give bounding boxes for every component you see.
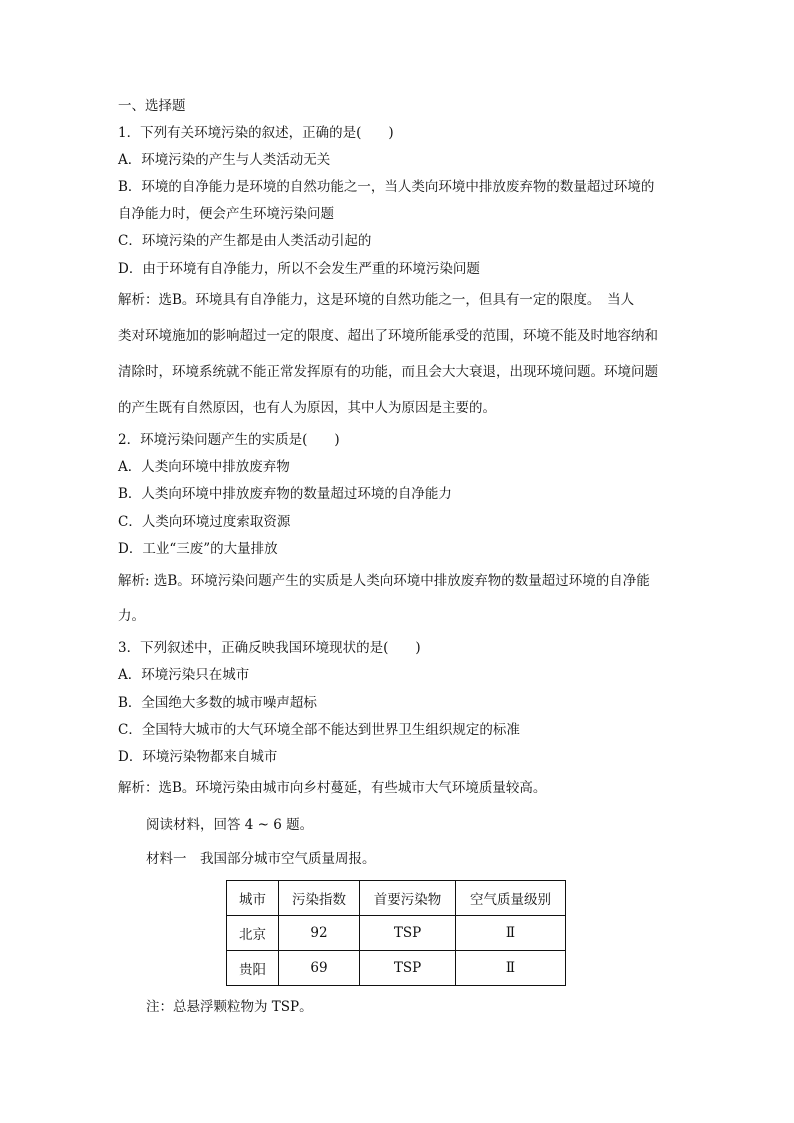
question-1-option-c: C．环境污染的产生都是由人类活动引起的: [118, 233, 372, 249]
question-2-analysis-line: 力。: [118, 608, 145, 624]
table-cell: 北京: [227, 916, 279, 951]
table-header-cell: 空气质量级别: [456, 881, 566, 916]
table-header-row: [227, 881, 566, 916]
question-1-analysis-line: 的产生既有自然原因，也有人为原因，其中人为原因是主要的。: [118, 400, 496, 416]
table-note: 注：总悬浮颗粒物为 TSP。: [146, 999, 313, 1015]
table-cell: 92: [279, 916, 360, 951]
table-header-cell: 城市: [227, 881, 279, 916]
section-title: 一、选择题: [118, 98, 186, 114]
question-2-option-d: D．工业“三废”的大量排放: [118, 541, 278, 557]
question-3-option-c: C．全国特大城市的大气环境全部不能达到世界卫生组织规定的标准: [118, 722, 520, 738]
table-cell: TSP: [360, 951, 456, 986]
table-row: [227, 951, 566, 986]
question-1-option-d: D．由于环境有自净能力，所以不会发生严重的环境污染问题: [118, 261, 480, 277]
table-header-cell: 首要污染物: [360, 881, 456, 916]
table-cell: Ⅱ: [456, 916, 566, 951]
question-3-option-a: A．环境污染只在城市: [118, 667, 250, 683]
question-1-analysis-line: 类对环境施加的影响超过一定的限度、超出了环境所能承受的范围，环境不能及时地容纳和: [118, 328, 658, 344]
question-3-option-b: B．全国绝大多数的城市噪声超标: [118, 695, 317, 711]
question-1-analysis-line: 清除时，环境系统就不能正常发挥原有的功能，而且会大大衰退，出现环境问题。环境问题: [118, 364, 658, 380]
question-3-analysis: 解析：选B。环境污染由城市向乡村蔓延，有些城市大气环境质量较高。: [118, 780, 547, 796]
question-2-option-c: C．人类向环境过度索取资源: [118, 514, 291, 530]
table-cell: TSP: [360, 916, 456, 951]
table-row: [227, 916, 566, 951]
air-quality-table: [226, 880, 566, 986]
question-2-stem: 2．环境污染问题产生的实质是( ): [118, 432, 340, 448]
question-2-option-b: B．人类向环境中排放废弃物的数量超过环境的自净能力: [118, 486, 452, 502]
question-1-option-b-cont: 自净能力时，便会产生环境污染问题: [118, 206, 334, 222]
table-cell: Ⅱ: [456, 951, 566, 986]
question-1-option-b: B．环境的自净能力是环境的自然功能之一，当人类向环境中排放废弃物的数量超过环境的: [118, 179, 655, 195]
table-cell: 69: [279, 951, 360, 986]
question-2-option-a: A．人类向环境中排放废弃物: [118, 459, 290, 475]
air-quality-table-wrap: [226, 880, 566, 986]
reading-intro: 阅读材料，回答 4 ~ 6 题。: [146, 817, 314, 833]
question-2-analysis-line: 解析: 选B。环境污染问题产生的实质是人类向环境中排放废弃物的数量超过环境的自净能: [118, 573, 650, 589]
question-1-option-a: A．环境污染的产生与人类活动无关: [118, 152, 331, 168]
question-1-stem: 1．下列有关环境污染的叙述，正确的是( ): [118, 125, 394, 141]
question-3-stem: 3．下列叙述中，正确反映我国环境现状的是( ): [118, 640, 421, 656]
question-1-analysis-line: 解析：选B。环境具有自净能力，这是环境的自然功能之一，但具有一定的限度。 当人: [118, 292, 635, 308]
table-cell: 贵阳: [227, 951, 279, 986]
table-header-cell: 污染指数: [279, 881, 360, 916]
material-1-title: 材料一 我国部分城市空气质量周报。: [146, 851, 376, 867]
question-3-option-d: D．环境污染物都来自城市: [118, 749, 278, 765]
